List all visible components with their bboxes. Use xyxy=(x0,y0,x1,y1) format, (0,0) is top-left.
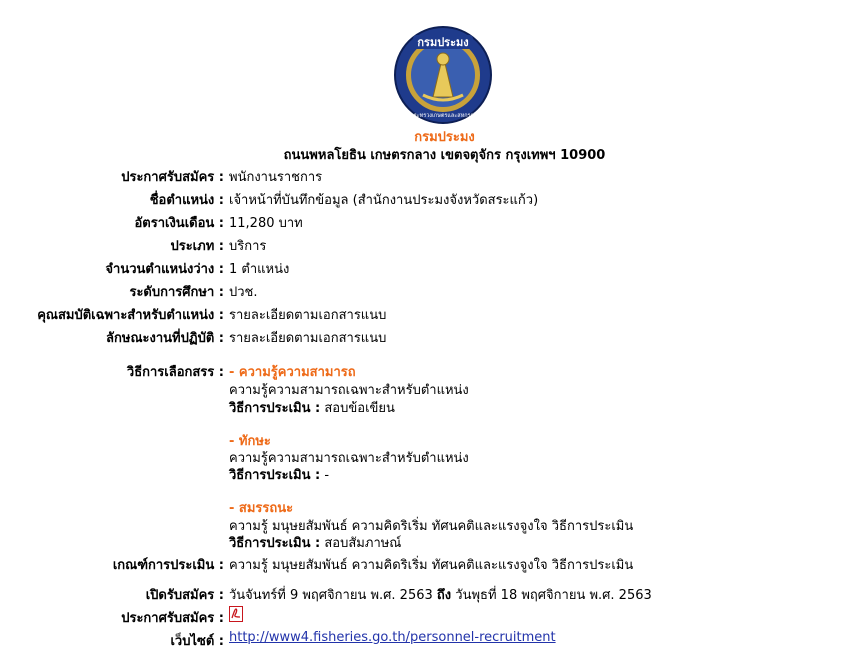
row-label: ประกาศรับสมัคร : xyxy=(121,170,224,185)
row-value: ปวช. xyxy=(229,285,258,300)
row-value: 11,280 บาท xyxy=(229,216,303,231)
row-value: รายละเอียดตามเอกสารแนบ xyxy=(229,308,387,323)
opening-end-date: วันพุธที่ 18 พฤศจิกายน พ.ศ. 2563 xyxy=(455,588,652,603)
selection-item-desc: ความรู้ มนุษยสัมพันธ์ ความคิดริเริ่ม ทัศนคติและแรงจูงใจ วิธีการประเมิน xyxy=(229,519,634,534)
department-logo xyxy=(393,25,493,125)
svg-text:กรมประมง: กรมประมง xyxy=(417,36,469,49)
row-value: พนักงานราชการ xyxy=(229,170,323,185)
row-value: รายละเอียดตามเอกสารแนบ xyxy=(229,331,387,346)
opening-to-word: ถึง xyxy=(436,588,452,603)
selection-item-title: - ความรู้ความสามารถ xyxy=(229,365,356,380)
row-label: อัตราเงินเดือน : xyxy=(134,216,224,231)
method-label: วิธีการประเมิน : xyxy=(229,468,321,483)
opening-dates-value xyxy=(229,584,652,605)
selection-item-method xyxy=(229,397,395,418)
website-link[interactable]: http://www4.fisheries.go.th/personnel-recruitment xyxy=(229,630,556,645)
row-label: ชื่อตำแหน่ง : xyxy=(149,193,224,208)
row-label: จำนวนตำแหน่งว่าง : xyxy=(105,262,224,277)
row-label: ประกาศรับสมัคร : xyxy=(121,611,224,626)
selection-item-desc: ความรู้ความสามารถเฉพาะสำหรับตำแหน่ง xyxy=(229,451,469,466)
row-value: เจ้าหน้าที่บันทึกข้อมูล (สำนักงานประมงจังหวัดสระแก้ว) xyxy=(229,193,539,208)
selection-item-method xyxy=(229,464,329,485)
method-label: วิธีการประเมิน : xyxy=(229,401,321,416)
opening-start-date: วันจันทร์ที่ 9 พฤศจิกายน พ.ศ. 2563 xyxy=(229,588,433,603)
selection-label: วิธีการเลือกสรร : xyxy=(126,365,224,380)
department-name: กรมประมง xyxy=(414,130,475,145)
row-label: เปิดรับสมัคร : xyxy=(145,588,224,603)
method-value: - xyxy=(324,468,330,483)
row-value: ความรู้ มนุษยสัมพันธ์ ความคิดริเริ่ม ทัศนคติและแรงจูงใจ วิธีการประเมิน xyxy=(229,558,634,573)
row-value: 1 ตำแหน่ง xyxy=(229,262,290,277)
method-value: สอบสัมภาษณ์ xyxy=(324,536,402,551)
svg-text:กระทรวงเกษตรและสหกรณ์: กระทรวงเกษตรและสหกรณ์ xyxy=(410,113,476,119)
selection-item-title: - สมรรถนะ xyxy=(229,501,294,516)
selection-item-method xyxy=(229,532,401,553)
row-label: ประเภท : xyxy=(170,239,224,254)
row-value: บริการ xyxy=(229,239,267,254)
method-label: วิธีการประเมิน : xyxy=(229,536,321,551)
department-address: ถนนพหลโยธิน เกษตรกลาง เขตจตุจักร กรุงเทพฯ 10900 xyxy=(283,148,606,163)
row-label: เว็บไซต์ : xyxy=(170,634,224,649)
row-label: เกณฑ์การประเมิน : xyxy=(112,558,224,573)
row-label: ระดับการศึกษา : xyxy=(129,285,224,300)
selection-item-desc: ความรู้ความสามารถเฉพาะสำหรับตำแหน่ง xyxy=(229,383,469,398)
pdf-icon[interactable] xyxy=(229,606,243,622)
announcement-pdf-link[interactable] xyxy=(229,606,243,626)
selection-item-title: - ทักษะ xyxy=(229,434,271,449)
row-label: คุณสมบัติเฉพาะสำหรับตำแหน่ง : xyxy=(37,308,224,323)
fisheries-seal-icon xyxy=(393,25,493,125)
row-label: ลักษณะงานที่ปฏิบัติ : xyxy=(106,331,224,346)
method-value: สอบข้อเขียน xyxy=(324,401,395,416)
